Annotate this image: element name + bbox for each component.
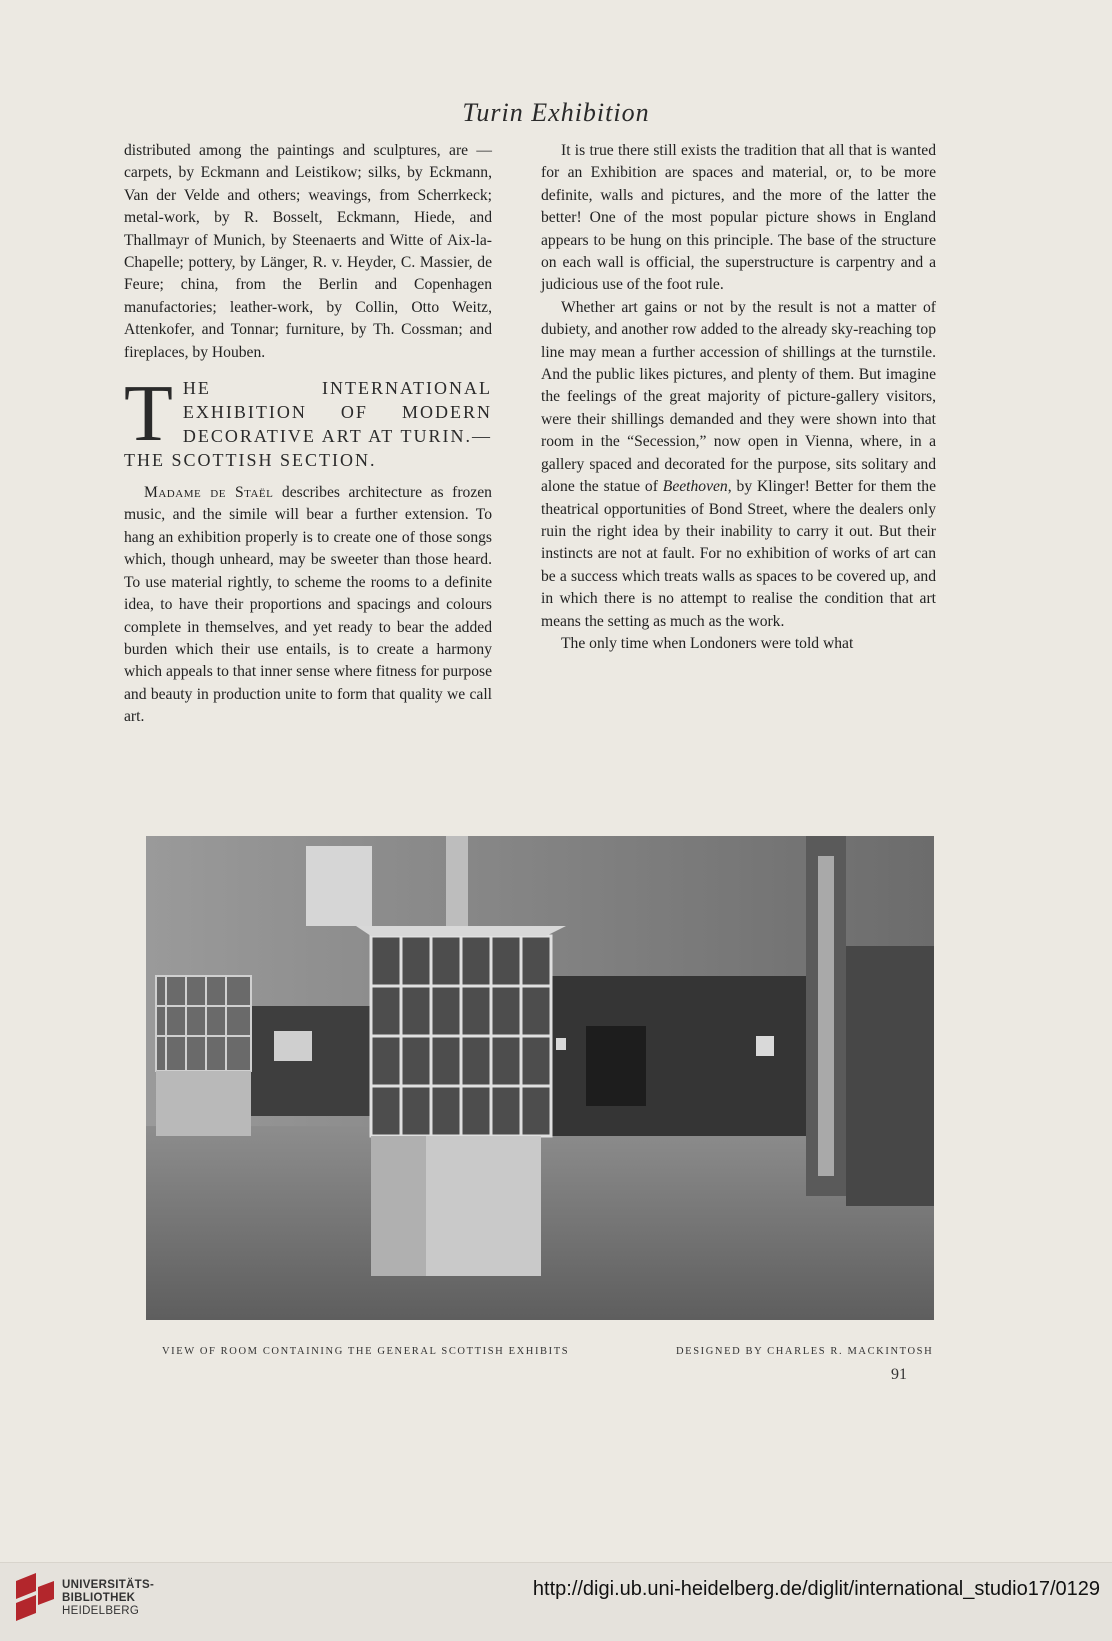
exhibition-photograph	[146, 836, 934, 1320]
drop-cap: T	[124, 370, 175, 459]
section-heading-text: HE INTERNATIONAL EXHIBITION OF MODERN DECORATIVE ART AT TURIN.—THE SCOTTISH SECTION.	[124, 378, 492, 471]
photo-illustration	[146, 836, 934, 1320]
library-name-line: BIBLIOTHEK	[62, 1592, 136, 1604]
page-number: 91	[891, 1366, 907, 1383]
library-name	[62, 1579, 154, 1618]
statue-title: Beethoven	[662, 478, 728, 496]
body-paragraph	[124, 482, 492, 728]
intro-paragraph: distributed among the paintings and sculptures, are —carpets, by Eckmann and Leistikow; silks, by Eckmann, Van der Velde and others; weavings, from Scherrkeck; metal-work, by R. Bosselt, Eckmann, Hiede, and Thallmayr of Munich, by Steenaerts and Witte of Aix-la-Chapelle; pottery, by Länger, R. v. Heyder, C. Massier, de Feure; china, from the Berlin and Copenhagen manufactories; leather-work, by Collin, Otto Weitz, Attenkofer, and Tonnar; furniture, by Th. Cossman; and fireplaces, by Houben.	[124, 142, 492, 361]
permalink-url[interactable]: http://digi.ub.uni-heidelberg.de/diglit/international_studio17/0129	[532, 1578, 1100, 1600]
section-heading	[124, 370, 492, 472]
paragraph-body: describes architecture as frozen music, and the simile will bear a further extension. To hang an exhibition properly is to create one of those songs which, though unheard, may be sweeter than those heard. To use material rightly, to scheme the rooms to a definite idea, to have their proportions and spacings and colours complete in themselves, and yet ready to bear the added burden which their use entails, is to create a harmony which appeals to that inner sense where fitness for purpose and beauty in production unite to form that quality we call art.	[124, 484, 492, 726]
figure-caption: VIEW OF ROOM CONTAINING THE GENERAL SCOTTISH EXHIBITS	[162, 1346, 570, 1357]
right-column	[541, 140, 936, 655]
paragraph-lead: Madame de Staël	[144, 484, 274, 502]
paragraph-text: Whether art gains or not by the result is not a matter of dubiety, and another row added to the already sky-reaching top line may mean a further accession of shillings at the turnstile. And the public likes pictures, and plenty of them. But imagine the feelings of the great majority of picture-gallery visitors, were their shillings demanded and they were shown into that room in the “Secession,” now open in Vienna, where, in a gallery spaced and decorated for the purpose, sits solitary and alone the statue of	[541, 298, 936, 496]
library-logo-icon	[12, 1571, 58, 1629]
library-name-line: UNIVERSITÄTS-	[62, 1579, 155, 1591]
body-paragraph: The only time when Londoners were told what	[561, 634, 854, 652]
body-paragraph: It is true there still exists the tradition that all that is wanted for an Exhibition are spaces and material, or, to be more definite, walls and pictures, and the more of the latter the better! One of the most popular picture shows in England appears to be hung on this principle. The base of the structure on each wall is official, the superstructure is carpentry and a judicious use of the foot rule.	[541, 142, 936, 294]
library-name-line: HEIDELBERG	[62, 1605, 140, 1617]
paragraph-text: , by Klinger! Better for them the theatrical opportunities of Bond Street, where the dealers only ruin the right idea by their inability to carry it out. But their instincts are not at fault. For no exhibition of works of art can be a success which treats walls as spaces to be covered up, and in which there is no attempt to realise the condition that art means the setting as much as the work.	[541, 478, 936, 630]
figure-credit: DESIGNED BY CHARLES R. MACKINTOSH	[676, 1346, 934, 1357]
library-footer	[0, 1562, 1112, 1641]
left-column	[124, 140, 492, 729]
running-head: Turin Exhibition	[462, 98, 650, 127]
body-paragraph	[541, 297, 936, 633]
